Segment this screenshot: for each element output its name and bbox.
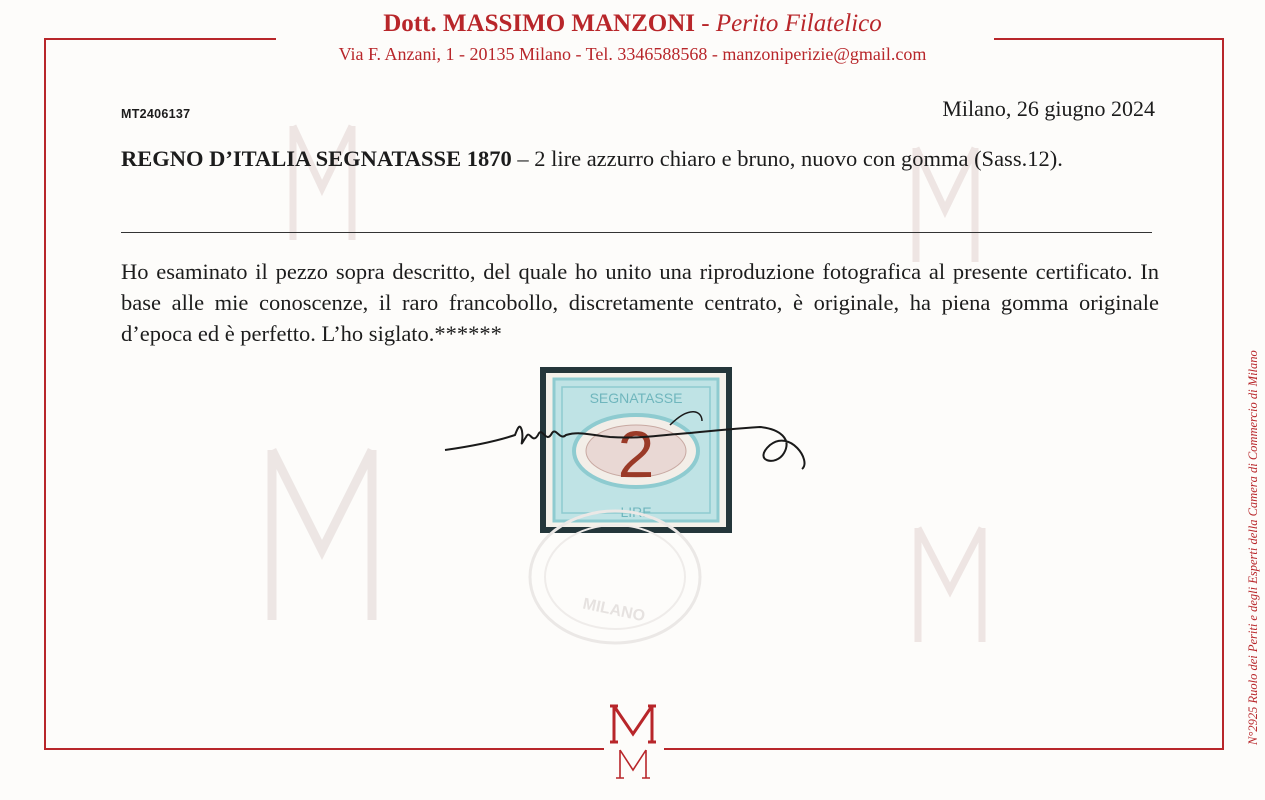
expert-title: Perito Filatelico bbox=[715, 10, 882, 37]
registry-side-note: N°2925 Ruolo dei Periti e degli Esperti della Camera di Commercio di Milano bbox=[1246, 350, 1260, 745]
certificate-number: MT2406137 bbox=[121, 107, 191, 121]
frame-top-left-line bbox=[44, 38, 276, 40]
subject-description: – 2 lire azzurro chiaro e bruno, nuovo con gomma (Sass.12). bbox=[511, 146, 1063, 171]
frame-right-line bbox=[1222, 38, 1224, 750]
watermark-logo-left bbox=[262, 440, 382, 630]
certificate-body: Ho esaminato il pezzo sopra descritto, del quale ho unito una riproduzione fotografica al presente certificato. In base alle mie conoscenze, il raro francobollo, discretamente centrato, è originale, ha piena gomma originale d’epoca ed è perfetto. L’ho siglato.****** bbox=[121, 259, 1159, 346]
frame-bottom-left-line bbox=[44, 748, 604, 750]
frame-top-right-line bbox=[994, 38, 1224, 40]
expert-name: Dott. MASSIMO MANZONI bbox=[383, 10, 696, 37]
expert-signature bbox=[440, 405, 820, 485]
divider-line bbox=[121, 232, 1152, 233]
subject-title: REGNO D’ITALIA SEGNATASSE 1870 bbox=[121, 146, 512, 171]
watermark-logo-top-left bbox=[285, 118, 360, 248]
stamp-top-label: SEGNATASSE bbox=[589, 390, 683, 406]
stamp-value: 2 bbox=[617, 417, 655, 491]
header-separator: - bbox=[695, 10, 716, 37]
certificate-subject bbox=[121, 143, 1157, 174]
stamp-bottom-label: LIRE bbox=[620, 504, 652, 520]
milano-seal bbox=[520, 505, 710, 650]
frame-bottom-right-line bbox=[664, 748, 1224, 750]
certificate-date: Milano, 26 giugno 2024 bbox=[942, 96, 1155, 121]
frame-left-line bbox=[44, 38, 46, 750]
expert-header bbox=[0, 10, 1265, 38]
manzoni-logo-icon bbox=[602, 700, 664, 780]
expert-address: Via F. Anzani, 1 - 20135 Milano - Tel. 3346588568 - manzoniperizie@gmail.com bbox=[338, 44, 927, 64]
seal-text: MILANO bbox=[581, 595, 647, 626]
watermark-logo-right bbox=[910, 520, 990, 650]
